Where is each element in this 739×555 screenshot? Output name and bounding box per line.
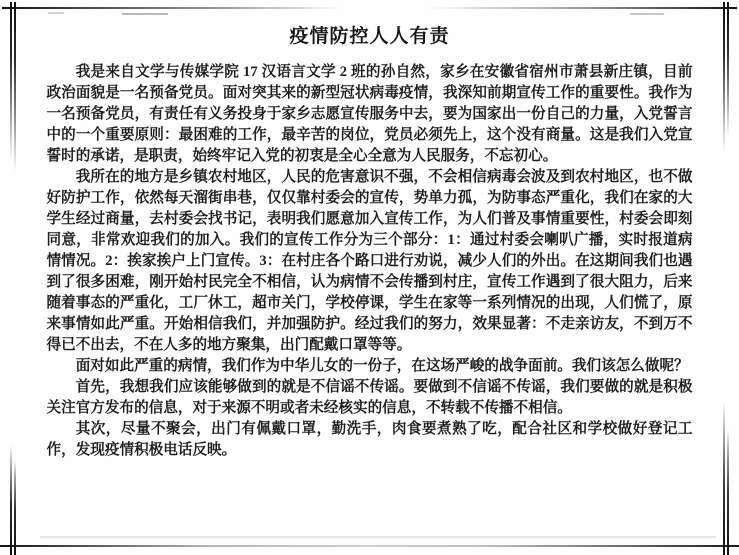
frame-left-bottom-line-outer — [10, 445, 12, 555]
frame-right-bottom-line-inner — [727, 430, 729, 555]
frame-bottom-line — [0, 545, 739, 547]
frame-right-bottom-line-outer — [723, 400, 725, 555]
frame-scan-dash-left — [122, 13, 168, 15]
frame-bottom-shadow-line — [40, 536, 716, 538]
paragraph-intro: 我是来自文学与传媒学院 17 汉语言文学 2 班的孙自然，家乡在安徽省宿州市萧县新庄镇，目前政治面貌是一名预备党员。面对突其来的新型冠状病毒疫情，我深知前期宣传工作的重要性。我作为一名预备党员，有责任有义务投身于家乡志愿宣传服务中去，要为国家出一份自己的力量，入党誓言中的一个重要原则：最困难的工作，最辛苦的岗位，党员必须先上，这个没有商量。这是我们入党宣誓时的承诺，是职责，始终牢记入党的初衷是全心全意为人民服务，不忘初心。 — [46, 64, 693, 164]
frame-top-line — [2, 7, 737, 9]
frame-scan-dash-left-small — [48, 12, 64, 14]
frame-scan-dash-right — [630, 13, 664, 15]
paragraph-first-point: 首先，我想我们应该能够做到的就是不信谣不传谣。要做到不信谣不传谣，我们要做的就是积极关注官方发布的信息，对于来源不明或者未经核实的信息，不转载不传播不相信。 — [46, 379, 693, 416]
frame-left-bottom-line-inner — [14, 460, 16, 555]
paragraph-question: 面对如此严重的病情，我们作为中华儿女的一份子，在这场严峻的战争面前。我们该怎么做呢？ — [75, 358, 689, 374]
document-title: 疫情防控人人有责 — [289, 26, 450, 47]
paragraph-second-point: 其次，尽量不聚会，出门有佩戴口罩，勤洗手，肉食要煮熟了吃，配合社区和学校做好登记工作，发现疫情积极电话反映。 — [46, 421, 693, 458]
paragraph-village-work: 我所在的地方是乡镇农村地区，人民的危害意识不强，不会相信病毒会波及到农村地区，也不做好防护工作，依然每天溜街串巷，仅仅靠村委会的宣传，势单力孤，为防事态严重化，我们在家的大学生经过商量，去村委会找书记，表明我们愿意加入宣传工作，为人们普及事情重要性，村委会即刻同意，非常欢迎我们的加入。我们的宣传工作分为三个部分：1：通过村委会喇叭广播，实时报道病情情况。2：挨家挨户上门宣传。3：在村庄各个路口进行劝说，减少人们的外出。在这期间我们也遇到了很多困难，刚开始村民完全不相信，认为病情不会传播到村庄，宣传工作遇到了很大阻力，后来随着事态的严重化，工厂休工，超市关门，学校停课，学生在家等一系列情况的出现，人们慌了，原来事情如此严重。开始相信我们，并加强防护。经过我们的努力，效果显著：不走亲访友，不到万不得已不出去，不在人多的地方聚集，出门配戴口罩等等。 — [46, 169, 693, 353]
document-body — [47, 62, 693, 461]
